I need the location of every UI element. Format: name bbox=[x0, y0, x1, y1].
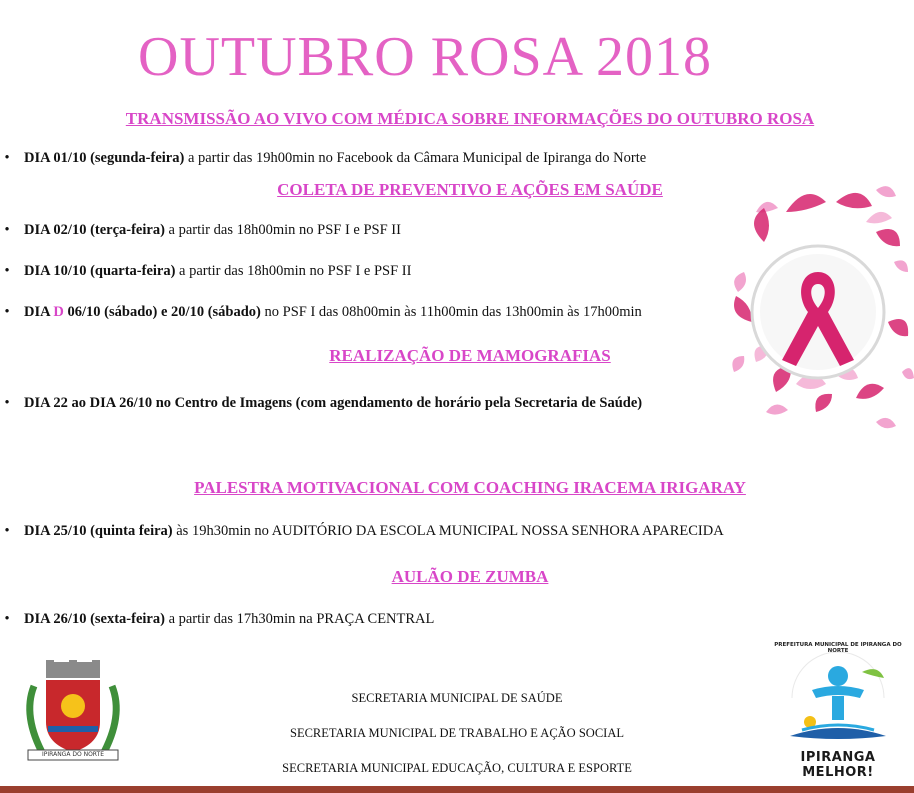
item-date: DIA 26/10 (sexta-feira) bbox=[24, 611, 165, 627]
bullet: • bbox=[4, 304, 10, 320]
bullet: • bbox=[4, 395, 10, 411]
bullet: • bbox=[4, 222, 10, 238]
municipal-logo-text: IPIRANGA MELHOR! bbox=[800, 750, 876, 780]
section-heading-zumba: AULÃO DE ZUMBA bbox=[391, 567, 549, 586]
item-date: DIA 10/10 (quarta-feira) bbox=[24, 263, 176, 279]
coat-of-arms-label: IPIRANGA DO NORTE bbox=[42, 751, 104, 758]
item-detail: a partir das 17h30min na PRAÇA CENTRAL bbox=[164, 611, 435, 627]
item-date: DIA 22 ao DIA 26/10 no Centro de Imagens (com agendamento de horário pela Secretaria de Saúde) bbox=[24, 395, 643, 411]
section-heading-coleta: COLETA DE PREVENTIVO E AÇÕES EM SAÚDE bbox=[277, 180, 663, 199]
bottom-bar bbox=[0, 786, 914, 793]
section-heading-palestra: PALESTRA MOTIVACIONAL COM COACHING IRACEMA IRIGARAY bbox=[194, 478, 746, 497]
item-detail: a partir das 18h00min no PSF I e PSF II bbox=[164, 222, 401, 238]
item-date: 06/10 (sábado) e 20/10 (sábado) bbox=[63, 304, 261, 320]
municipal-logo-arc-text: PREFEITURA MUNICIPAL DE IPIRANGA DO NORTE bbox=[774, 642, 902, 654]
item-date: DIA 01/10 (segunda-feira) bbox=[24, 150, 185, 166]
bullet: • bbox=[4, 611, 10, 627]
item-detail: a partir das 18h00min no PSF I e PSF II bbox=[175, 263, 412, 279]
item-detail: a partir das 19h00min no Facebook da Câmara Municipal de Ipiranga do Norte bbox=[184, 150, 647, 166]
section-heading-mamografias: REALIZAÇÃO DE MAMOGRAFIAS bbox=[329, 346, 611, 365]
municipal-logo-icon bbox=[772, 640, 904, 780]
page-title: OUTUBRO ROSA 2018 bbox=[138, 26, 712, 88]
bullet: • bbox=[4, 523, 10, 539]
bullet: • bbox=[4, 150, 10, 166]
bullet: • bbox=[4, 263, 10, 279]
footer-secretaria-trabalho: SECRETARIA MUNICIPAL DE TRABALHO E AÇÃO SOCIAL bbox=[290, 726, 624, 740]
item-date-pink-letter: D bbox=[53, 304, 64, 320]
pink-ribbon-icon bbox=[726, 172, 914, 450]
municipal-logo-graphic bbox=[772, 640, 904, 750]
item-date: DIA 25/10 (quinta feira) bbox=[24, 523, 173, 539]
section-heading-transmissao: TRANSMISSÃO AO VIVO COM MÉDICA SOBRE INFORMAÇÕES DO OUTUBRO ROSA bbox=[125, 109, 815, 128]
item-date: DIA bbox=[24, 304, 54, 320]
item-detail: no PSF I das 08h00min às 11h00min das 13h00min às 17h00min bbox=[260, 304, 642, 320]
item-date: DIA 02/10 (terça-feira) bbox=[24, 222, 165, 238]
item-detail: às 19h30min no AUDITÓRIO DA ESCOLA MUNICIPAL NOSSA SENHORA APARECIDA bbox=[172, 523, 724, 539]
footer-secretaria-educacao: SECRETARIA MUNICIPAL EDUCAÇÃO, CULTURA E ESPORTE bbox=[282, 761, 632, 775]
footer-secretaria-saude: SECRETARIA MUNICIPAL DE SAÚDE bbox=[351, 691, 563, 705]
